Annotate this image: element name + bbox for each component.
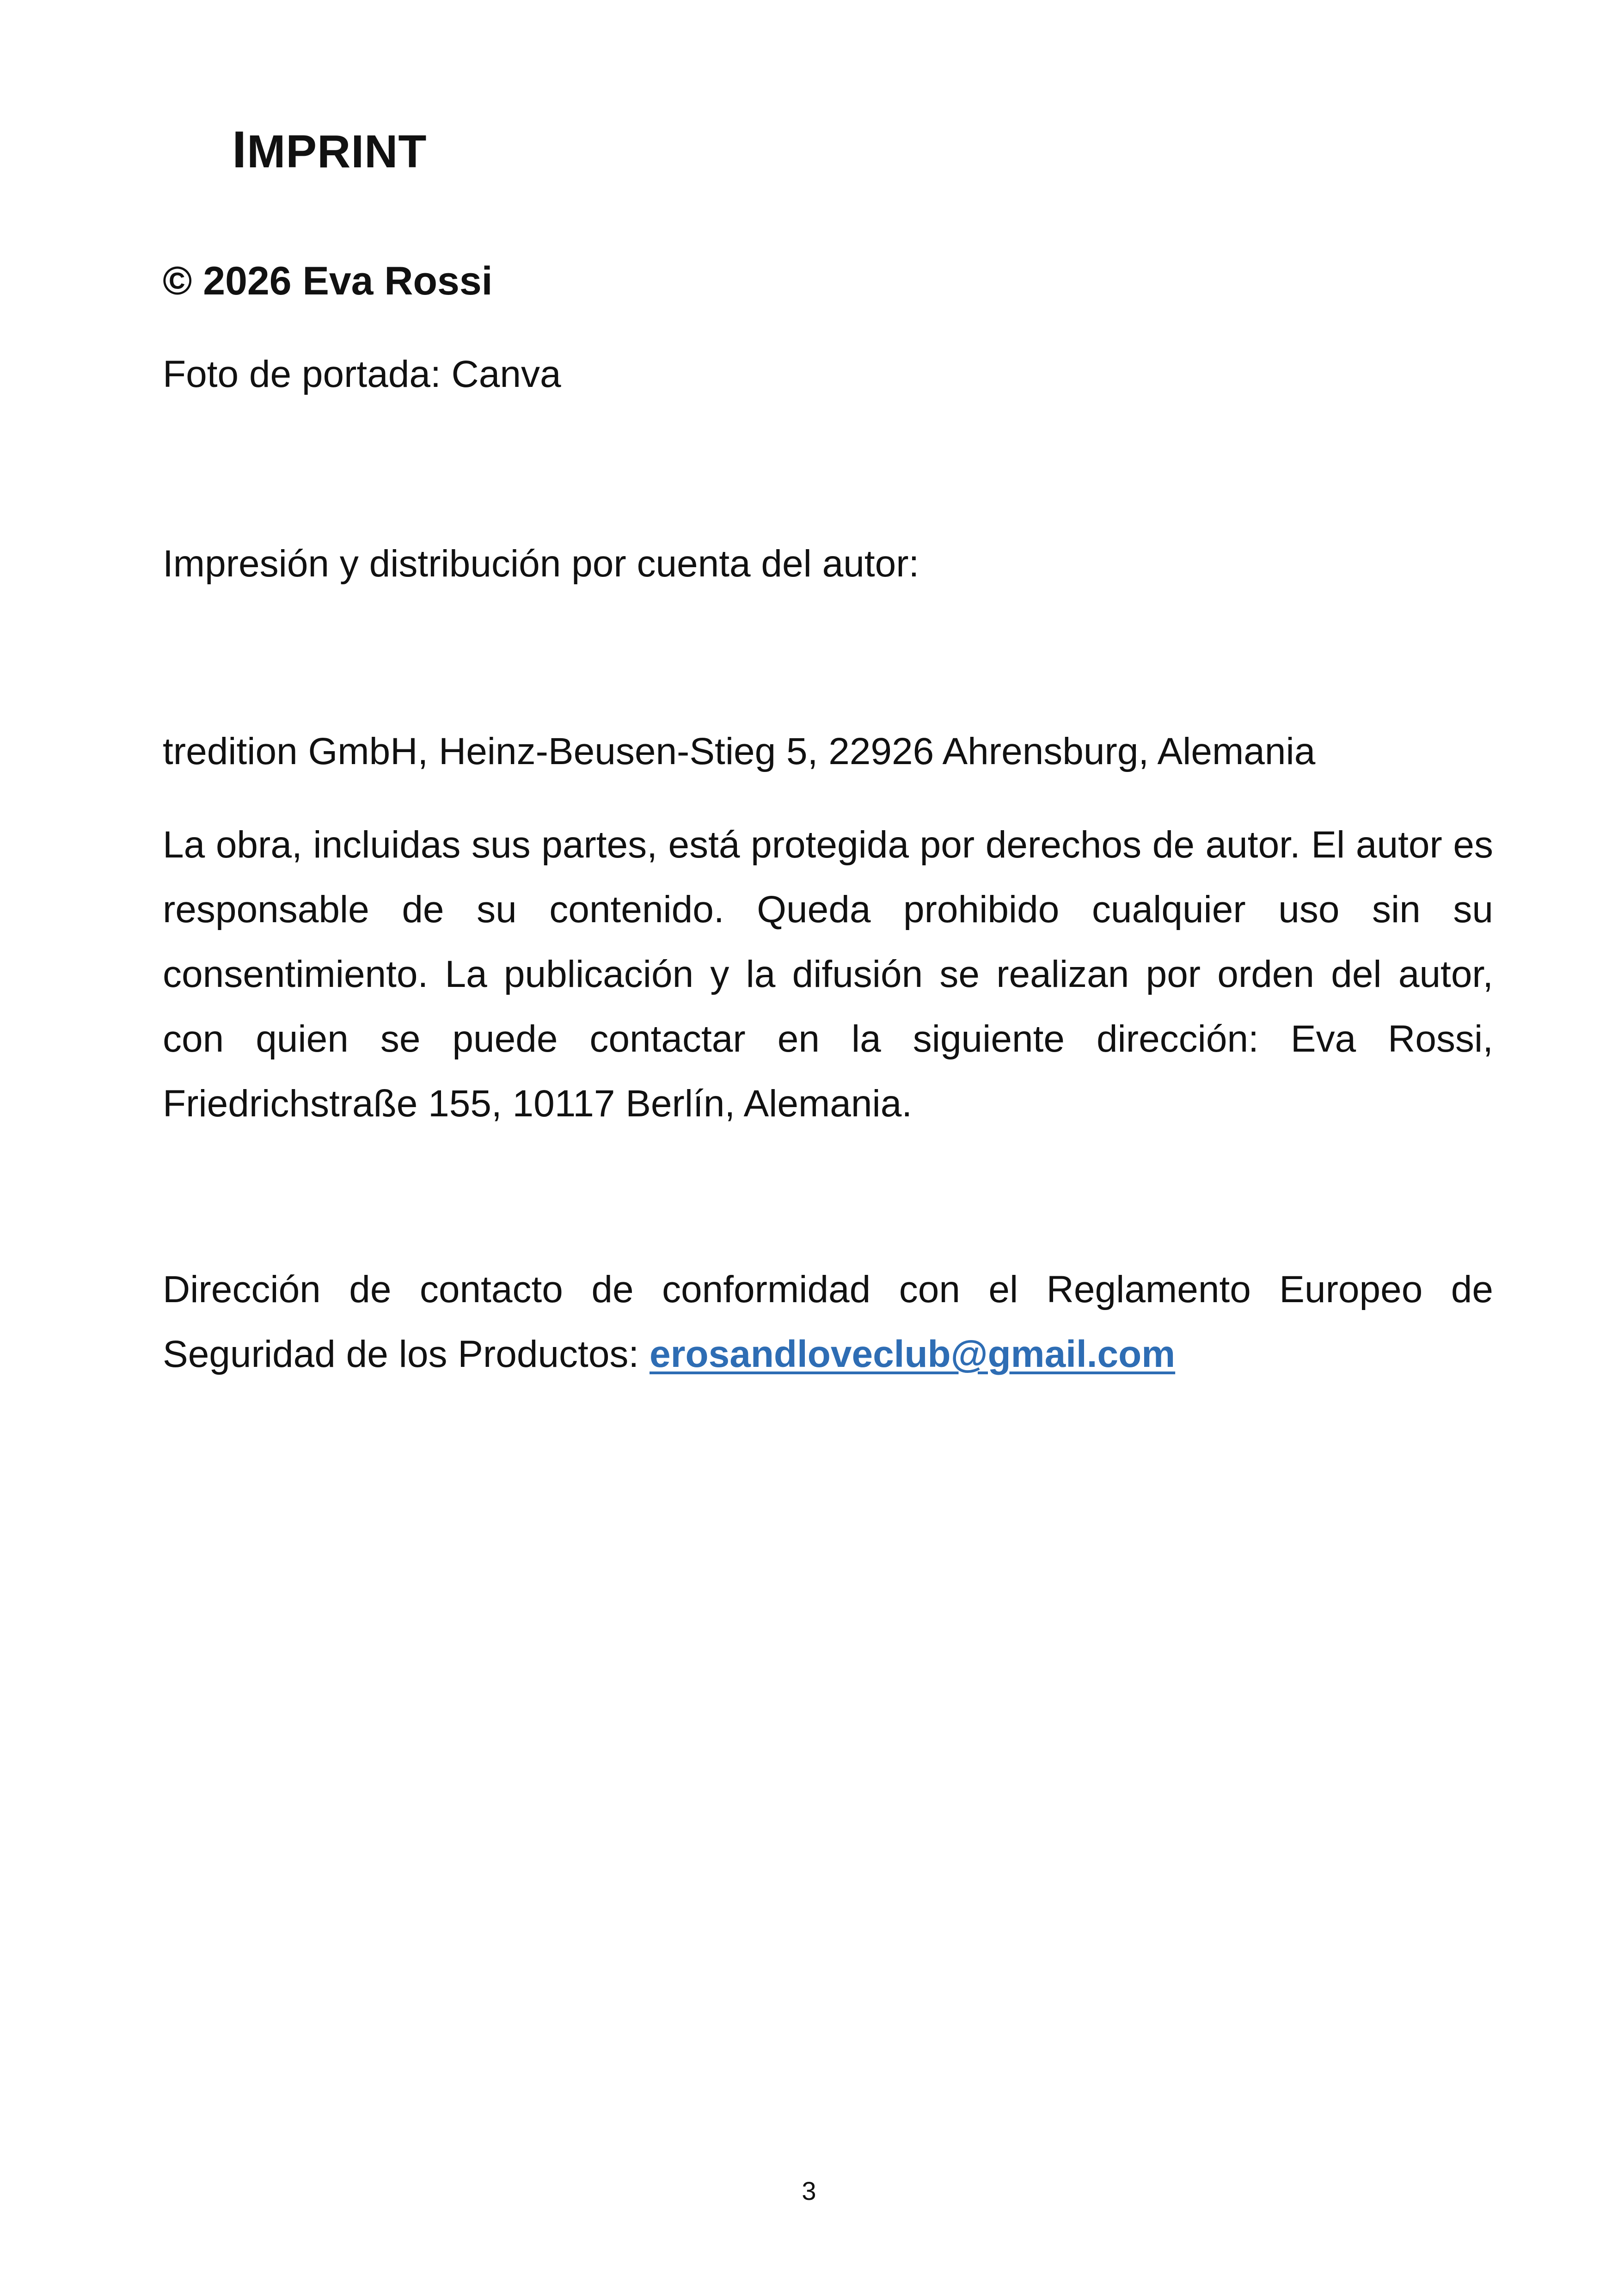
cover-photo-credit: Foto de portada: Canva	[163, 353, 561, 395]
publisher-address: tredition GmbH, Heinz-Beusen-Stieg 5, 22926 Ahrensburg, Alemania	[163, 730, 1316, 772]
copyright-notice: © 2026 Eva Rossi	[163, 259, 493, 303]
imprint-heading-rest: MPRINT	[247, 126, 427, 178]
legal-notice-paragraph: La obra, incluidas sus partes, está protegida por derechos de autor. El autor es responsable de su contenido. Queda prohibido cualquier uso sin su consentimiento. La publicación y la difusión se realizan por orden del autor, con quien se puede contactar en la siguiente dirección: Eva Rossi, Friedrichstraße 155, 10117 Berlín, Alemania.	[163, 824, 1493, 1125]
contact-email-link[interactable]: erosandloveclub@gmail.com	[650, 1333, 1176, 1375]
safety-contact-paragraph	[163, 1257, 1493, 1387]
imprint-heading-initial: I	[232, 121, 247, 178]
imprint-heading	[232, 121, 427, 178]
page-number: 3	[802, 2176, 816, 2205]
safety-contact-text: Dirección de contacto de conformidad con el Reglamento Europeo de Seguridad de los Productos:	[163, 1268, 1493, 1375]
printing-distribution-line: Impresión y distribución por cuenta del autor:	[163, 543, 919, 585]
